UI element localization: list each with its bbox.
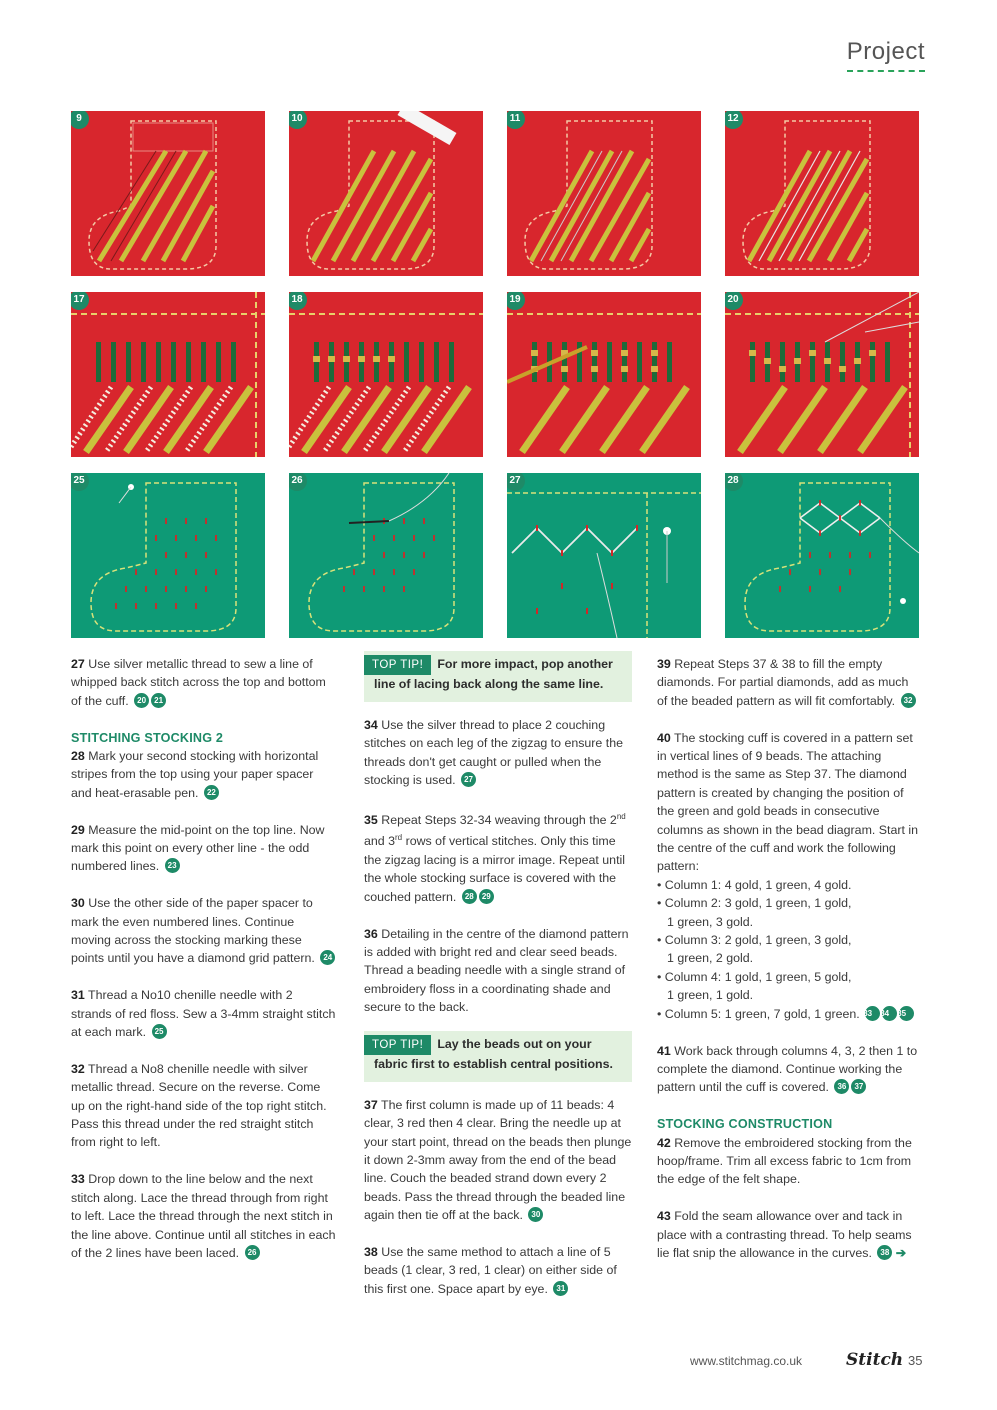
photo-ref-badge: 30 [528, 1207, 543, 1222]
step-number-badge: 20 [725, 292, 743, 310]
continue-arrow-icon: ➔ [895, 1245, 907, 1260]
photo-ref-badge: 33 [865, 1006, 880, 1021]
page-number: 35 [908, 1353, 923, 1368]
section-title: Project [846, 38, 925, 65]
step-number-badge: 19 [507, 292, 525, 310]
stocking-stripes-illustration [725, 111, 919, 276]
step-number-badge: 18 [289, 292, 307, 310]
step-photo-25 [71, 473, 265, 638]
step-photo-26 [289, 473, 483, 638]
green-stocking-illustration [507, 473, 701, 638]
photo-ref-badge: 31 [553, 1281, 568, 1296]
photo-ref-badge: 22 [204, 785, 219, 800]
step-number-badge: 27 [507, 473, 525, 491]
step-34-paragraph: 34 Use the silver thread to place 2 couching stitches on each leg of the zigzag to ensure the threads don't get caught or pulled when the stocking is used. 27 [364, 717, 623, 788]
step-number-badge: 12 [725, 111, 743, 129]
step-35-paragraph: 35 Repeat Steps 32-34 weaving through the 2nd and 3rd rows of vertical stitches. Only this time the zigzag lacing is a mirror image. Repeat until the whole stocking surface is covered with the couched pattern. 28 29 [364, 811, 626, 904]
bead-column-item-cont: 1 green, 2 gold. [667, 951, 754, 966]
bead-column-item: • Column 2: 3 gold, 1 green, 1 gold, [657, 896, 852, 911]
step-photo-17 [71, 292, 265, 457]
text-column-2 [364, 655, 632, 1317]
bead-column-item-cont: 1 green, 1 gold. [667, 988, 754, 1003]
photo-ref-badge: 27 [461, 772, 476, 787]
step-39-paragraph: 39 Repeat Steps 37 & 38 to fill the empty diamonds. For partial diamonds, add as much of the beaded pattern as will fit comfortably. 32 [657, 655, 922, 710]
text-column-1 [71, 655, 336, 1281]
green-stocking-illustration [71, 473, 265, 638]
photo-ref-badge: 21 [151, 693, 166, 708]
photo-ref-badge: 35 [899, 1006, 914, 1021]
photo-ref-badge: 28 [462, 889, 477, 904]
step-40-paragraph: 40 The stocking cuff is covered in a pattern set in vertical lines of 9 beads. The attaching method is the same as Step 37. The diamond pattern is created by changing the position of the green and gold beads in consecutive columns as shown in the bead diagram. Start in the centre of the cuff and work the following pattern: [657, 730, 919, 874]
photo-ref-badge: 29 [479, 889, 494, 904]
green-stocking-illustration [289, 473, 483, 638]
bead-column-item: • Column 5: 1 green, 7 gold, 1 green. 33 34 35 [657, 1005, 922, 1023]
section-dash-divider [847, 70, 925, 72]
step-number-badge: 10 [289, 111, 307, 129]
cuff-beads-illustration [71, 292, 265, 457]
step-33-paragraph: 33 Drop down to the line below and the next stitch along. Lace the thread through from right to left. Lace the thread through the next stitch in the line above. Continue until all stitches in each of the 2 lines have been laced. 26 [71, 1172, 336, 1260]
step-number-badge: 9 [71, 111, 89, 129]
photo-ref-badge: 32 [901, 693, 916, 708]
step-number-badge: 25 [71, 473, 89, 491]
step-photo-11 [507, 111, 701, 276]
photo-ref-badge: 37 [851, 1079, 866, 1094]
step-28-paragraph: 28 Mark your second stocking with horizontal stripes from the top using your paper spacer and heat-erasable pen. 22 [71, 749, 319, 800]
step-37-paragraph: 37 The first column is made up of 11 beads: 4 clear, 3 red then 4 clear. Bring the needle up at your start point, thread on the beads then plunge it down 2-3mm away from the end of the bead line. Couch the beaded strand down every 2 beads. Pass the thread through the beaded line again then tie off at the back. 30 [364, 1097, 632, 1223]
top-tip-label: TOP TIP! [364, 655, 431, 675]
step-photo-28 [725, 473, 919, 638]
step-photo-27 [507, 473, 701, 638]
photo-ref-badge: 20 [134, 693, 149, 708]
step-number-badge: 11 [507, 111, 525, 129]
footer-url: www.stitchmag.co.uk [690, 1354, 803, 1368]
step-photo-18 [289, 292, 483, 457]
step-43-paragraph: 43 Fold the seam allowance over and tack in place with a contrasting thread. To help seams lie flat snip the allowance in the curves. 38 ➔ [657, 1209, 912, 1260]
step-32-paragraph: 32 Thread a No8 chenille needle with silver metallic thread. Secure on the reverse. Come up on the right-hand side of the top right stitch. Pass this thread under the red straight stitch from right to left. [71, 1061, 327, 1150]
step-photo-9 [71, 111, 265, 276]
step-photo-20 [725, 292, 919, 457]
green-stocking-illustration [725, 473, 919, 638]
magazine-logo: Stitch [846, 1350, 904, 1370]
photo-ref-badge: 25 [152, 1024, 167, 1039]
photo-ref-badge: 24 [320, 950, 335, 965]
photo-ref-badge: 26 [245, 1245, 260, 1260]
photo-ref-badge: 38 [877, 1245, 892, 1260]
step-41-paragraph: 41 Work back through columns 4, 3, 2 then 1 to complete the diamond. Continue working the pattern until the cuff is covered. 36 37 [657, 1043, 918, 1095]
step-photo-12 [725, 111, 919, 276]
stocking-stripes-illustration [507, 111, 701, 276]
cuff-beads-illustration [725, 292, 919, 457]
step-number-badge: 26 [289, 473, 307, 491]
bead-column-item: • Column 3: 2 gold, 1 green, 3 gold, [657, 933, 852, 948]
step-number-badge: 17 [71, 292, 89, 310]
stocking-stripes-illustration [71, 111, 265, 276]
step-42-paragraph: 42 Remove the embroidered stocking from the hoop/frame. Trim all excess fabric to 1cm from the edge of the felt shape. [657, 1135, 912, 1187]
step-number-badge: 28 [725, 473, 743, 491]
photo-ref-badge: 36 [834, 1079, 849, 1094]
section-heading-construction: STOCKING CONSTRUCTION [657, 1117, 833, 1132]
top-tip-box: TOP TIP! For more impact, pop another line of lacing back along the same line. [364, 651, 632, 702]
text-column-3 [657, 655, 922, 1281]
step-27-paragraph: 27 Use silver metallic thread to sew a line of whipped back stitch across the top and bottom of the cuff. 20 21 [71, 657, 326, 708]
step-36-paragraph: 36 Detailing in the centre of the diamond pattern is added with bright red and clear seed beads. Thread a beading needle with a single strand of embroidery floss in a coordinating shade and secure to the back. [364, 926, 629, 1015]
cuff-beads-illustration [507, 292, 701, 457]
top-tip-box: TOP TIP! Lay the beads out on your fabric first to establish central positions. [364, 1031, 632, 1082]
cuff-beads-illustration [289, 292, 483, 457]
photo-ref-badge: 23 [165, 858, 180, 873]
step-31-paragraph: 31 Thread a No10 chenille needle with 2 strands of red floss. Sew a 3-4mm straight stitch at each mark. 25 [71, 988, 336, 1040]
section-heading-stocking-2: STITCHING STOCKING 2 [71, 730, 224, 745]
photo-ref-badge: 34 [882, 1006, 897, 1021]
step-38-paragraph: 38 Use the same method to attach a line of 5 beads (1 clear, 3 red, 1 clear) on either side of this first one. Space apart by eye. 31 [364, 1244, 617, 1296]
top-tip-label: TOP TIP! [364, 1035, 431, 1055]
step-29-paragraph: 29 Measure the mid-point on the top line. Now mark this point on every other line - the odd numbered lines. 23 [71, 822, 325, 874]
step-photo-19 [507, 292, 701, 457]
step-photo-10 [289, 111, 483, 276]
stocking-stripes-illustration [289, 111, 483, 276]
bead-column-item: • Column 4: 1 gold, 1 green, 5 gold, [657, 969, 852, 984]
bead-column-item: • Column 1: 4 gold, 1 green, 4 gold. [657, 877, 852, 892]
step-30-paragraph: 30 Use the other side of the paper spacer to mark the even numbered lines. Continue moving across the stocking marking these points until you have a diamond grid pattern. 24 [71, 894, 336, 968]
bead-column-item-cont: 1 green, 3 gold. [667, 914, 754, 929]
